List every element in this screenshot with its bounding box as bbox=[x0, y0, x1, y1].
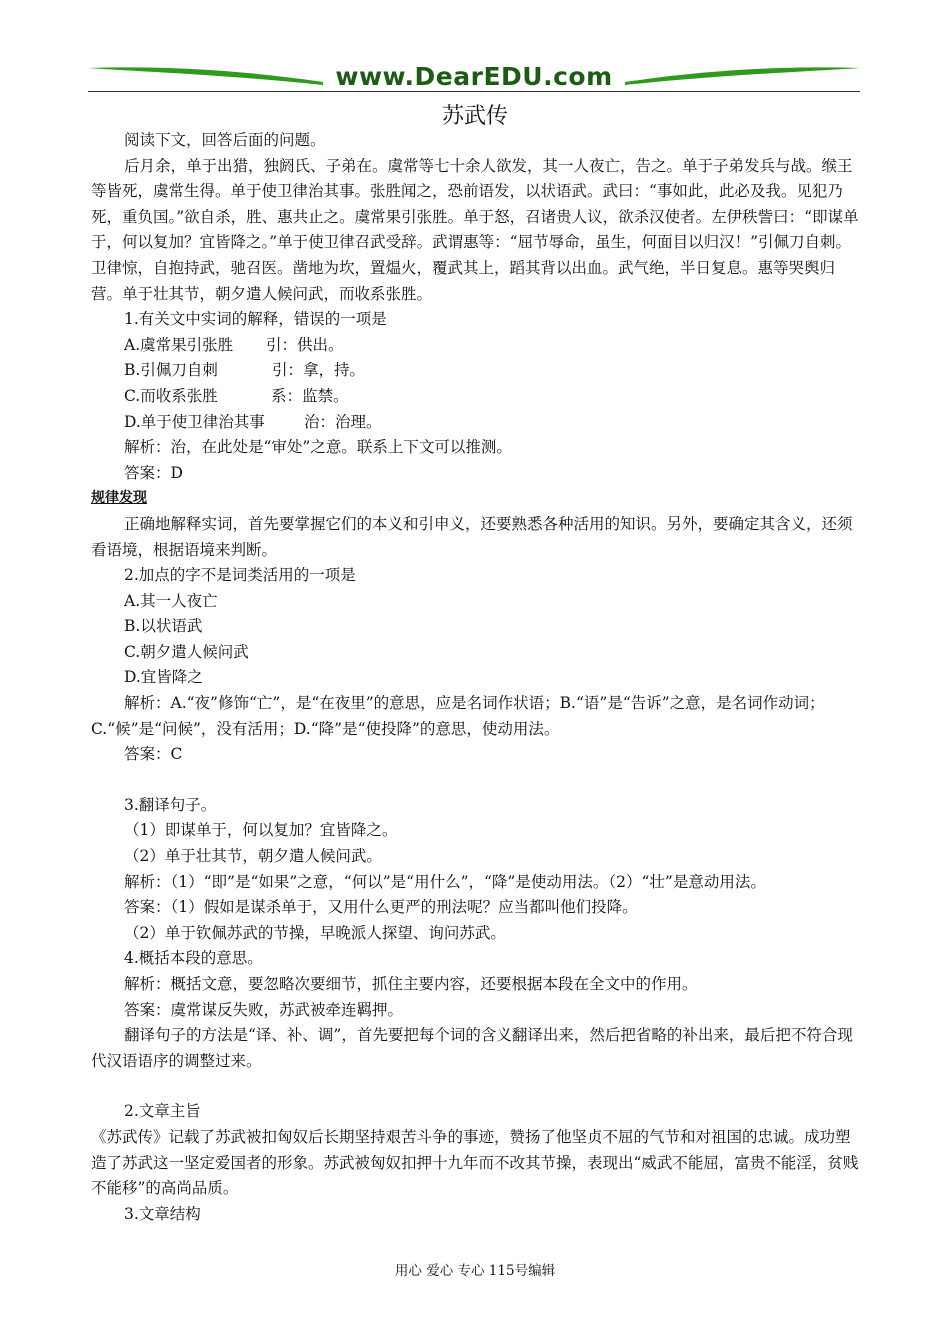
q2-option-b: B.以状语武 bbox=[124, 617, 203, 636]
q4-answer: 答案：虞常谋反失败，苏武被牵连羁押。 bbox=[124, 1000, 404, 1019]
q3-answer-1: 答案：（1）假如是谋杀单于，又用什么更严的刑法呢？应当都叫他们投降。 bbox=[124, 898, 638, 917]
q1-option-c-gloss: 系：监禁。 bbox=[271, 386, 349, 405]
q1-option-c-text: C.而收系张胜 bbox=[124, 386, 218, 405]
q3-sentence-1: （1）即谋单于，何以复加？宜皆降之。 bbox=[124, 821, 398, 840]
question-1: 1.有关文中实词的解释，错误的一项是 bbox=[124, 310, 387, 329]
translation-method: 翻译句子的方法是“译、补、调”，首先要把每个词的含义翻译出来，然后把省略的补出来，最后把不符合现代汉语语序的调整过来。 bbox=[91, 1026, 853, 1070]
intro-line: 阅读下文，回答后面的问题。 bbox=[124, 131, 326, 149]
q2-option-a: A.其一人夜亡 bbox=[124, 591, 218, 610]
q2-option-c: C.朝夕遣人候问武 bbox=[124, 642, 249, 661]
banner-logo-text: www.DearEDU.com bbox=[335, 62, 613, 91]
document-body bbox=[91, 128, 861, 1227]
q3-answer-2: （2）单于钦佩苏武的节操，早晚派人探望、询问苏武。 bbox=[124, 923, 506, 942]
q2-analysis: 解析：A.“夜”修饰“亡”，是“在夜里”的意思，应是名词作状语；B.“语”是“告诉”之意，是名词作动词；C.“候”是“问候”，没有活用；D.“降”是“使投降”的意思，使动用法。 bbox=[91, 694, 825, 738]
section-3-title: 3.文章结构 bbox=[124, 1204, 201, 1223]
q2-option-d: D.宜皆降之 bbox=[124, 668, 203, 687]
q1-option-d-text: D.单于使卫律治其事 bbox=[124, 412, 265, 431]
q1-option-c bbox=[91, 384, 861, 410]
rule-text: 正确地解释实词，首先要掌握它们的本义和引申义，还要熟悉各种活用的知识。另外，要确定其含义，还须看语境，根据语境来判断。 bbox=[91, 514, 853, 559]
question-2: 2.加点的字不是词类活用的一项是 bbox=[124, 566, 356, 585]
spacer bbox=[91, 1074, 861, 1099]
q1-option-a-text: A.虞常果引张胜 bbox=[124, 335, 234, 354]
rule-heading: 规律发现 bbox=[91, 490, 147, 507]
q1-option-a-gloss: 引：供出。 bbox=[266, 335, 344, 354]
q1-option-b-text: B.引佩刀自刺 bbox=[124, 361, 218, 380]
q3-sentence-2: （2）单于壮其节，朝夕遣人候问武。 bbox=[124, 847, 382, 866]
header-rule bbox=[88, 91, 860, 92]
document-title: 苏武传 bbox=[441, 104, 508, 129]
q3-analysis: 解析：（1）“即”是“如果”之意，“何以”是“用什么”，“降”是使动用法。（2）“壮”是意动用法。 bbox=[124, 872, 766, 891]
q1-option-d-gloss: 治：治理。 bbox=[304, 412, 382, 431]
spacer bbox=[91, 768, 861, 793]
q1-option-a bbox=[91, 333, 861, 359]
q1-option-b bbox=[91, 358, 861, 384]
passage-text: 后月余，单于出猎，独阏氏、子弟在。虞常等七十余人欲发，其一人夜亡，告之。单于子弟发兵与战。缑王等皆死，虞常生得。单于使卫律治其事。张胜闻之，恐前语发，以状语武。武曰：“事如此，此必及我。见犯乃死，重负国。”欲自杀，胜、惠共止之。虞常果引张胜。单于怒，召诸贵人议，欲杀汉使者。左伊秩訾曰：“即谋单于，何以复加？宜皆降之。”单于使卫律召武受辞。武谓惠等：“屈节辱命，虽生，何面目以归汉！”引佩刀自刺。卫律惊，自抱持武，驰召医。凿地为坎，置煴火，覆武其上，蹈其背以出血。武气绝，半日复息。惠等哭舆归营。单于壮其节，朝夕遣人候问武，而收系张胜。 bbox=[91, 156, 859, 303]
q4-analysis: 解析：概括文意，要忽略次要细节，抓住主要内容，还要根据本段在全文中的作用。 bbox=[124, 975, 698, 993]
q2-answer: 答案：C bbox=[124, 745, 183, 764]
site-banner bbox=[88, 58, 860, 98]
q1-analysis: 解析：治，在此处是“审处”之意。联系上下文可以推测。 bbox=[124, 438, 512, 457]
page-footer: 用心 爱心 专心 115号编辑 bbox=[394, 1263, 556, 1279]
question-4: 4.概括本段的意思。 bbox=[124, 949, 263, 968]
q1-answer: 答案：D bbox=[124, 463, 183, 482]
section-2-title: 2.文章主旨 bbox=[124, 1102, 201, 1121]
section-2-text: 《苏武传》记载了苏武被扣匈奴后长期坚持艰苦斗争的事迹，赞扬了他坚贞不屈的气节和对祖国的忠诚。成功塑造了苏武这一坚定爱国者的形象。苏武被匈奴扣押十九年而不改其节操，表现出“威武不能屈，富贵不能淫，贫贱不能移”的高尚品质。 bbox=[91, 1127, 859, 1198]
q1-option-d bbox=[91, 410, 861, 436]
question-3: 3.翻译句子。 bbox=[124, 795, 217, 814]
q1-option-b-gloss: 引：拿，持。 bbox=[272, 361, 366, 380]
